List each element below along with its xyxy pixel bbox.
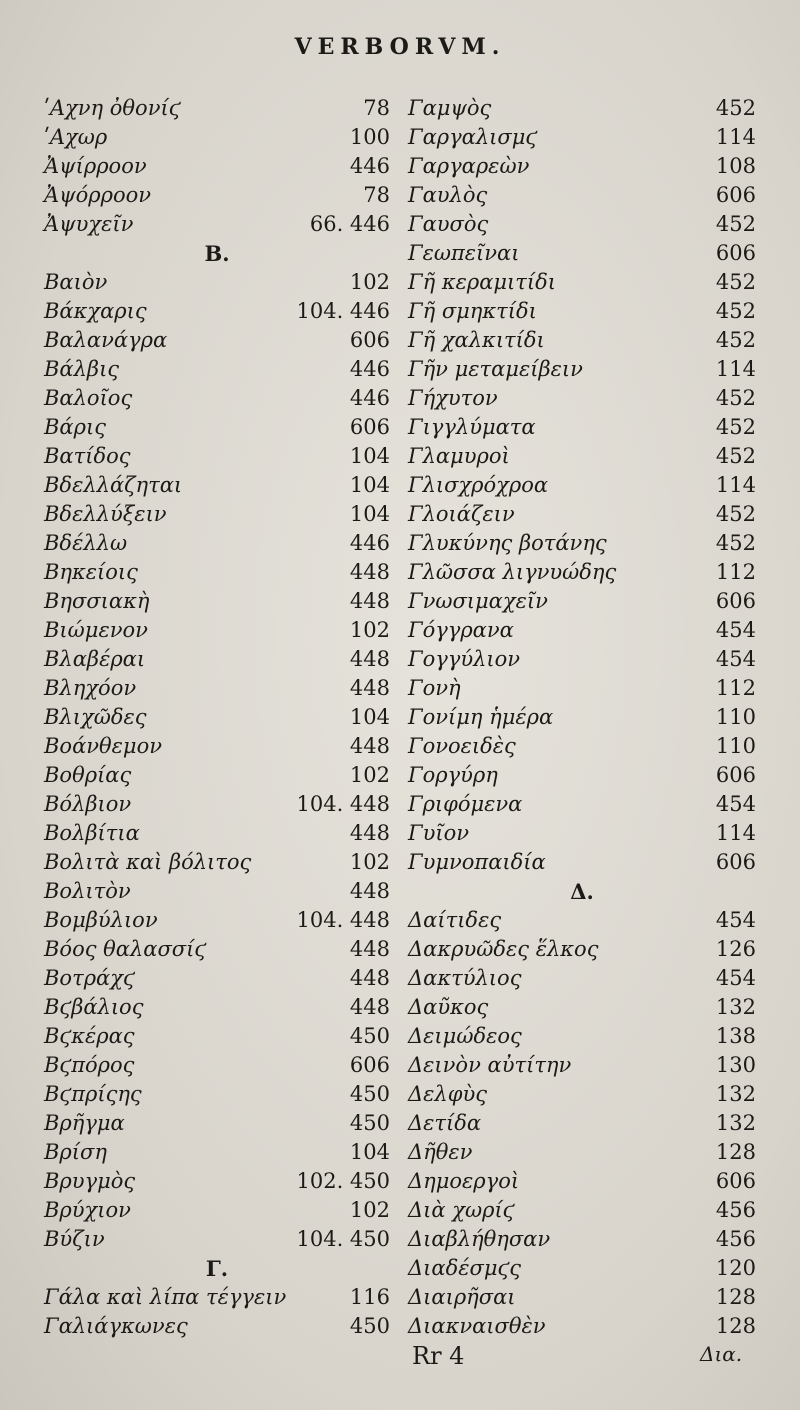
entry-term: ʹΑχνη ὀθονίϛ [44,96,181,120]
entry-term: Βαλοῖος [44,386,133,410]
entry-pages: 456 [715,1227,756,1251]
index-entry [408,732,756,761]
entry-pages: 102 [349,850,390,874]
entry-term: Δελφὺς [408,1082,487,1106]
index-entry [44,848,390,877]
index-entry [408,355,756,384]
entry-term: Βολιτὸν [44,879,131,903]
index-entry [408,1080,756,1109]
entry-pages: 452 [715,444,756,468]
entry-term: Ἀψίρροον [44,154,147,178]
index-entry [44,500,390,529]
entry-pages: 128 [715,1285,756,1309]
index-entry [44,964,390,993]
index-entry [408,1196,756,1225]
entry-pages: 102 [349,618,390,642]
entry-term: Γαλιάγκωνες [44,1314,188,1338]
entry-term: Βοάνθεμον [44,734,162,758]
index-entry [408,819,756,848]
index-entry [44,1080,390,1109]
section-letter [408,877,756,906]
entry-term: Γριφόμενα [408,792,523,816]
entry-pages: 456 [715,1198,756,1222]
right-index-column [408,94,756,1341]
index-entry [44,1312,390,1341]
index-entry [44,703,390,732]
entry-pages: 102 [349,270,390,294]
index-entry [44,1283,390,1312]
entry-term: Δεινὸν αὐτίτην [408,1053,572,1077]
entry-term: Βαλανάγρα [44,328,168,352]
entry-term: Ἀψόρροον [44,183,152,207]
entry-term: Βάλβις [44,357,120,381]
entry-term: Δημοεργοὶ [408,1169,520,1193]
index-entry [44,297,390,326]
entry-pages: 120 [715,1256,756,1280]
index-entry [44,384,390,413]
index-entry [44,152,390,181]
index-entry [44,877,390,906]
entry-pages: 454 [715,647,756,671]
index-entry [408,1051,756,1080]
entry-pages: 452 [715,531,756,555]
entry-term: Βλαβέραι [44,647,146,671]
entry-pages: 130 [715,1053,756,1077]
entry-term: Βησσιακὴ [44,589,150,613]
entry-term: B. [204,241,230,266]
entry-pages: 104. 450 [296,1227,390,1251]
index-entry [44,616,390,645]
entry-pages: 114 [715,821,756,845]
entry-pages: 446 [349,386,390,410]
entry-term: Γλαμυροὶ [408,444,510,468]
entry-term: Βάκχαρις [44,299,147,323]
entry-pages: 452 [715,386,756,410]
entry-pages: 448 [349,937,390,961]
signature-mark: Rr 4 [412,1342,465,1370]
entry-term: Ἀψυχεῖν [44,212,134,236]
index-entry [44,674,390,703]
index-entry [44,732,390,761]
entry-pages: 102 [349,1198,390,1222]
index-entry [408,1167,756,1196]
entry-pages: 452 [715,502,756,526]
entry-pages: 606 [349,415,390,439]
index-entry [408,1109,756,1138]
index-entry [408,326,756,355]
index-entry [44,326,390,355]
entry-term: Βαιὸν [44,270,108,294]
index-entry [44,1138,390,1167]
entry-pages: 132 [715,1082,756,1106]
entry-pages: 448 [349,560,390,584]
entry-term: Γονὴ [408,676,461,700]
entry-term: Γόγγρανα [408,618,514,642]
entry-term: Βρυγμὸς [44,1169,136,1193]
entry-pages: 132 [715,1111,756,1135]
index-entry [408,761,756,790]
index-entry [44,790,390,819]
entry-term: Γάλα καὶ λίπα τέγγειν [44,1285,287,1309]
entry-term: Βρίση [44,1140,107,1164]
entry-term: Γαργαλισμϛ [408,125,538,149]
entry-term: Βοθρίας [44,763,132,787]
index-entry [44,1022,390,1051]
index-entry [408,587,756,616]
index-entry [44,1167,390,1196]
entry-term: Βομβύλιον [44,908,158,932]
entry-pages: 102 [349,763,390,787]
index-entry [408,906,756,935]
index-entry [408,152,756,181]
index-entry [408,123,756,152]
index-entry [408,268,756,297]
entry-term: Γαυλὸς [408,183,488,207]
index-entry [408,848,756,877]
entry-pages: 448 [349,879,390,903]
entry-pages: 446 [349,357,390,381]
entry-pages: 104. 448 [296,908,390,932]
entry-pages: 104 [349,705,390,729]
entry-term: Γήχυτον [408,386,498,410]
entry-term: Βάρις [44,415,106,439]
index-entry [44,587,390,616]
entry-term: Γῆ κεραμιτίδι [408,270,557,294]
entry-term: Βϛπρίςης [44,1082,142,1106]
entry-pages: 450 [349,1082,390,1106]
entry-pages: 448 [349,676,390,700]
entry-term: Γυῖον [408,821,469,845]
entry-pages: 606 [715,1169,756,1193]
index-entry [44,210,390,239]
index-entry [408,964,756,993]
entry-pages: 606 [715,241,756,265]
entry-term: Βόος θαλασσίϛ [44,937,207,961]
entry-pages: 104 [349,502,390,526]
entry-term: Δακτύλιος [408,966,522,990]
entry-pages: 114 [715,473,756,497]
index-entry [44,268,390,297]
entry-pages: 448 [349,647,390,671]
index-entry [44,1109,390,1138]
entry-pages: 128 [715,1140,756,1164]
entry-pages: 450 [349,1024,390,1048]
index-entry [44,413,390,442]
index-entry [408,1254,756,1283]
index-entry [408,790,756,819]
index-entry [44,935,390,964]
entry-pages: 104 [349,444,390,468]
entry-term: Διὰ χωρίϛ [408,1198,515,1222]
index-entry [408,1138,756,1167]
entry-pages: 454 [715,908,756,932]
entry-term: Γῆ χαλκιτίδι [408,328,545,352]
entry-pages: 606 [715,183,756,207]
index-entry [44,529,390,558]
entry-pages: 446 [349,531,390,555]
entry-term: Δακρυῶδες ἕλκος [408,937,599,961]
entry-pages: 126 [715,937,756,961]
index-entry [408,674,756,703]
index-entry [408,993,756,1022]
entry-term: Γεωπεῖναι [408,241,520,265]
index-entry [44,993,390,1022]
entry-term: Δαίτιδες [408,908,502,932]
entry-pages: 66. 446 [309,212,390,236]
entry-term: Δ. [570,879,594,904]
entry-term: Γιγγλύματα [408,415,536,439]
catchword: Δια. [700,1342,743,1366]
entry-term: Διακναισθὲν [408,1314,546,1338]
index-entry [408,558,756,587]
entry-pages: 448 [349,734,390,758]
entry-pages: 104. 446 [296,299,390,323]
index-entry [408,645,756,674]
index-entry [408,297,756,326]
entry-pages: 454 [715,792,756,816]
entry-pages: 448 [349,821,390,845]
entry-term: Γονοειδὲς [408,734,516,758]
entry-pages: 104 [349,473,390,497]
entry-pages: 102. 450 [296,1169,390,1193]
entry-pages: 606 [715,589,756,613]
index-entry [44,819,390,848]
index-entry [408,1312,756,1341]
index-entry [44,906,390,935]
section-letter [44,239,390,268]
entry-term: Γογγύλιον [408,647,521,671]
left-index-column [44,94,390,1341]
index-entry [408,1022,756,1051]
index-entry [408,471,756,500]
index-entry [408,703,756,732]
entry-term: Γαμψὸς [408,96,492,120]
running-header: VERBORVM. [294,34,506,60]
entry-pages: 448 [349,966,390,990]
entry-term: Δῆθεν [408,1140,473,1164]
entry-term: Βϛβάλιος [44,995,144,1019]
entry-term: Γῆ σμηκτίδι [408,299,537,323]
entry-pages: 606 [715,763,756,787]
entry-pages: 454 [715,618,756,642]
entry-pages: 452 [715,270,756,294]
index-entry [408,210,756,239]
entry-pages: 112 [715,676,756,700]
entry-term: Βηκείοις [44,560,138,584]
index-entry [408,500,756,529]
entry-pages: 452 [715,299,756,323]
entry-pages: 132 [715,995,756,1019]
index-entry [408,616,756,645]
index-entry [408,1283,756,1312]
index-entry [44,1225,390,1254]
index-entry [44,123,390,152]
entry-term: Βϛπόρος [44,1053,135,1077]
entry-term: Γλυκύνης βοτάνης [408,531,607,555]
index-entry [44,471,390,500]
index-entry [408,239,756,268]
entry-pages: 452 [715,212,756,236]
entry-term: Βύζιν [44,1227,105,1251]
entry-term: Βιώμενον [44,618,148,642]
entry-term: Βοτράχϛ [44,966,135,990]
entry-term: Γλοιάζειν [408,502,515,526]
entry-term: Διαιρῆσαι [408,1285,516,1309]
entry-term: Βολβίτια [44,821,140,845]
entry-pages: 110 [715,705,756,729]
index-entry [44,442,390,471]
index-entry [408,529,756,558]
entry-pages: 606 [349,328,390,352]
entry-pages: 114 [715,357,756,381]
entry-pages: 448 [349,589,390,613]
entry-term: Βλιχῶδες [44,705,147,729]
entry-term: Γονίμη ἡμέρα [408,705,554,729]
entry-term: Δειμώδεος [408,1024,522,1048]
entry-pages: 112 [715,560,756,584]
entry-pages: 450 [349,1314,390,1338]
entry-pages: 110 [715,734,756,758]
index-entry [408,384,756,413]
entry-pages: 606 [349,1053,390,1077]
entry-term: Βρύχιον [44,1198,131,1222]
entry-term: Βδελλύξειν [44,502,167,526]
entry-term: Διαβλήθησαν [408,1227,551,1251]
entry-pages: 454 [715,966,756,990]
index-entry [408,181,756,210]
index-entry [408,1225,756,1254]
index-entry [44,181,390,210]
entry-pages: 114 [715,125,756,149]
entry-pages: 452 [715,328,756,352]
entry-pages: 138 [715,1024,756,1048]
entry-term: Γλῶσσα λιγνυώδης [408,560,617,584]
index-entry [408,442,756,471]
entry-term: Βρῆγμα [44,1111,125,1135]
entry-term: Βολιτὰ καὶ βόλιτος [44,850,252,874]
entry-term: Βδελλάζηται [44,473,183,497]
entry-pages: 100 [349,125,390,149]
index-entry [44,94,390,123]
entry-term: Γαργαρεὼν [408,154,530,178]
entry-term: Γαυσὸς [408,212,489,236]
index-entry [44,1051,390,1080]
entry-term: Γυμνοπαιδία [408,850,546,874]
entry-pages: 446 [349,154,390,178]
entry-pages: 606 [715,850,756,874]
entry-term: Διαδέσμϛς [408,1256,521,1280]
entry-term: Βόλβιον [44,792,132,816]
entry-pages: 452 [715,96,756,120]
entry-term: Γῆν μεταμείβειν [408,357,583,381]
section-letter [44,1254,390,1283]
entry-term: Βδέλλω [44,531,128,555]
index-entry [44,1196,390,1225]
entry-pages: 108 [715,154,756,178]
index-entry [44,761,390,790]
entry-term: Βληχόον [44,676,137,700]
index-entry [44,558,390,587]
entry-term: Δαῦκος [408,995,489,1019]
entry-pages: 116 [349,1285,390,1309]
entry-pages: 78 [363,183,390,207]
entry-term: Γνωσιμαχεῖν [408,589,548,613]
entry-term: Γ. [205,1256,229,1281]
entry-term: Γλισχρόχροα [408,473,549,497]
entry-pages: 128 [715,1314,756,1338]
index-entry [408,413,756,442]
entry-pages: 78 [363,96,390,120]
index-entry [408,94,756,123]
index-entry [44,355,390,384]
index-entry [44,645,390,674]
index-entry [408,935,756,964]
entry-pages: 448 [349,995,390,1019]
entry-pages: 450 [349,1111,390,1135]
entry-term: Δετίδα [408,1111,482,1135]
entry-pages: 452 [715,415,756,439]
entry-term: Γοργύρη [408,763,498,787]
entry-pages: 104 [349,1140,390,1164]
entry-term: Βατίδος [44,444,131,468]
entry-term: Βϛκέρας [44,1024,135,1048]
entry-pages: 104. 448 [296,792,390,816]
entry-term: ʹΑχωρ [44,125,108,149]
